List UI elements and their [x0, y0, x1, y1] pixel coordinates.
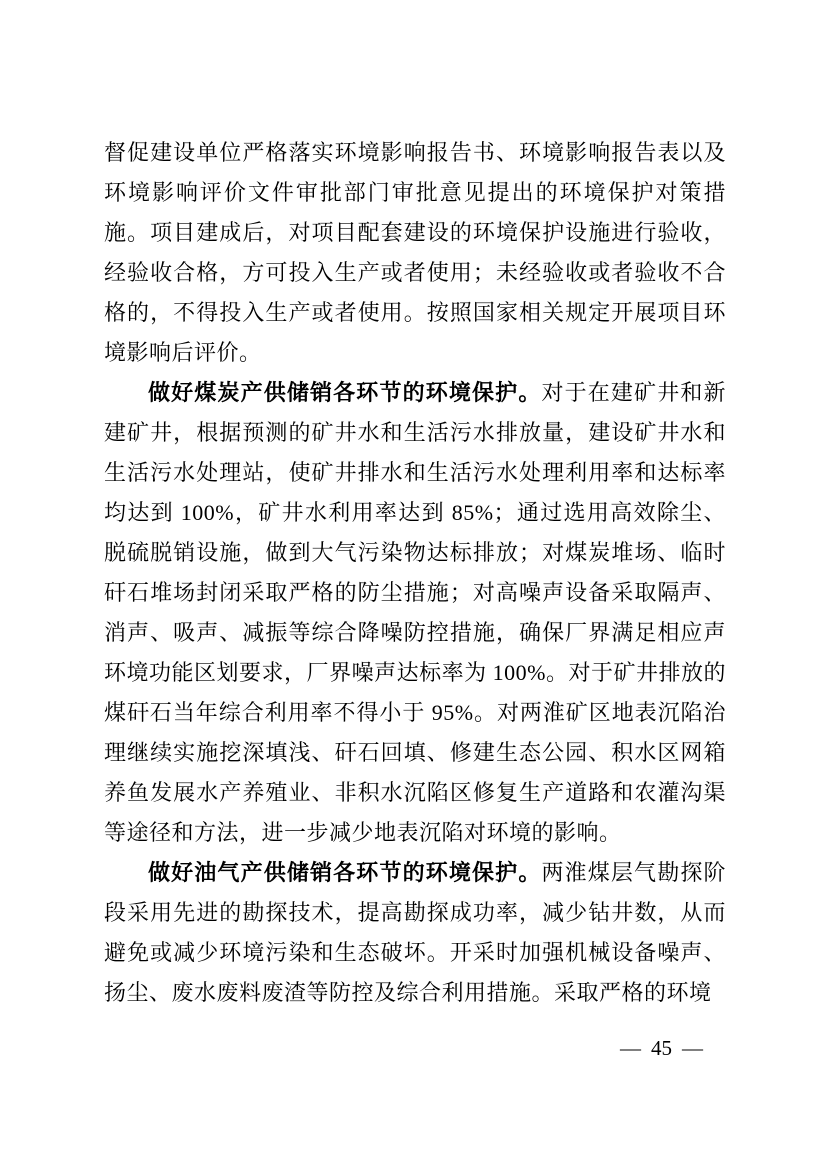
footer-dash-right: — [682, 1036, 703, 1060]
footer-dash-left: — [620, 1036, 641, 1060]
paragraph-lead: 做好油气产供储销各环节的环境保护。 [148, 860, 542, 885]
paragraph [104, 373, 726, 853]
paragraph-lead: 做好煤炭产供储销各环节的环境保护。 [148, 380, 542, 405]
paragraph-text: 两淮煤层气勘探阶段采用先进的勘探技术，提高勘探成功率，减少钻井数，从而避免或减少环境污染和生态破坏。开采时加强机械设备噪声、扬尘、废水废料废渣等防控及综合利用措施。采取严格的环境 [104, 860, 726, 1005]
paragraph-text: 督促建设单位严格落实环境影响报告书、环境影响报告表以及环境影响评价文件审批部门审批意见提出的环境保护对策措施。项目建成后，对项目配套建设的环境保护设施进行验收，经验收合格，方可投入生产或者使用；未经验收或者验收不合格的，不得投入生产或者使用。按照国家相关规定开展项目环境影响后评价。 [104, 140, 726, 365]
paragraph [104, 853, 726, 1013]
page-footer [620, 1034, 703, 1062]
page-body [104, 133, 726, 1013]
paragraph-text: 对于在建矿井和新建矿井，根据预测的矿井水和生活污水排放量，建设矿井水和生活污水处理站，使矿井排水和生活污水处理利用率和达标率均达到 100%，矿井水利用率达到 85%；通过选用高效除尘、脱硫脱销设施，做到大气污染物达标排放；对煤炭堆场、临时矸石堆场封闭采取严格的防尘措施；对高噪声设备采取隔声、消声、吸声、减振等综合降噪防控措施，确保厂界满足相应声环境功能区划要求，厂界噪声达标率为 100%。对于矿井排放的煤矸石当年综合利用率不得小于 95%。对两淮矿区地表沉陷治理继续实施挖深填浅、矸石回填、修建生态公园、积水区网箱养鱼发展水产养殖业、非积水沉陷区修复生产道路和农灌沟渠等途径和方法，进一步减少地表沉陷对环境的影响。 [104, 380, 726, 845]
paragraph [104, 133, 726, 373]
page-number: 45 [651, 1036, 672, 1060]
